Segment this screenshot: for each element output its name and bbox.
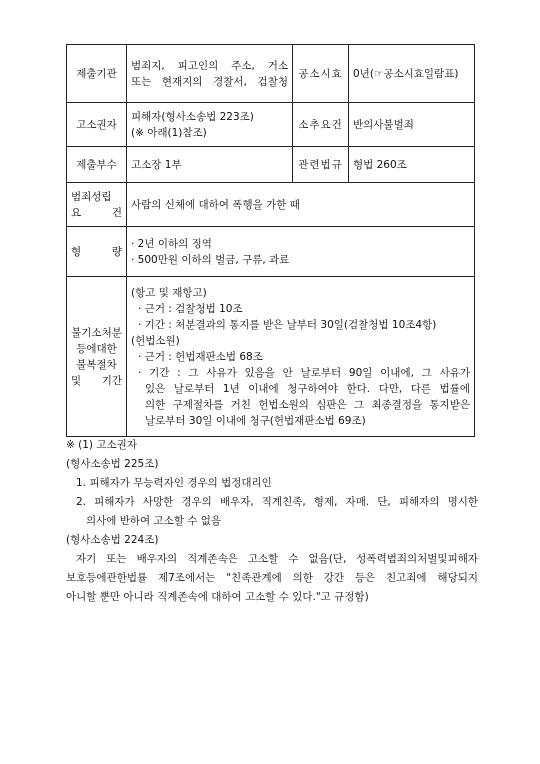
label-crime-requirements — [67, 183, 127, 227]
value-line: 피해자(형사소송법 223조) — [131, 110, 254, 123]
label-line: 불복절차 — [76, 358, 117, 371]
label-prosecution-requirement: 소추요건 — [293, 103, 349, 147]
value-prosecution-requirement: 반의사불벌죄 — [349, 103, 475, 147]
value-complainant — [127, 103, 293, 147]
note-law-reference: (형사소송법 224조) — [66, 534, 159, 546]
note-paragraph-line: 자기 또는 배우자의 직계존속은 고소할 수 없음(단, 성폭력범죄의처벌및피해자 — [76, 553, 478, 565]
row-copies — [67, 147, 475, 183]
label-penalty — [67, 227, 127, 277]
value-submission-office — [127, 45, 293, 103]
label-line: 등에대한 — [76, 342, 117, 355]
label-copies: 제출부수 — [67, 147, 127, 183]
label-line: 및 기간 — [71, 374, 122, 387]
label-submission-office: 제출기관 — [67, 45, 127, 103]
value-line: 또는 현재지의 경찰서, 검찰청 — [131, 75, 288, 88]
value-line: · 기간 : 그 사유가 있음을 안 날로부터 90일 이내에, 그 사유가 — [138, 366, 470, 379]
value-line: · 근거 : 검찰청법 10조 — [138, 302, 243, 315]
row-submission-office — [67, 45, 475, 103]
section-heading: (항고 및 재항고) — [131, 286, 207, 299]
label-related-law: 관련법규 — [293, 147, 349, 183]
label-statute-of-limitations: 공소시효 — [293, 45, 349, 103]
complaint-info-table — [66, 44, 475, 437]
note-paragraph-line: 보호등에관한법률 제7조에서는 "친족관계에 의한 강간 등은 친고죄에 해당되지 — [66, 572, 478, 584]
section-heading: (헌법소원) — [131, 334, 180, 347]
label-line: 불기소처분 — [71, 326, 122, 339]
label-appeal-procedure — [67, 277, 127, 437]
value-line: 있은 날로부터 1년 이내에 청구하여야 한다. 다만, 다른 법률에 — [145, 382, 470, 395]
row-complainant — [67, 103, 475, 147]
note-item-continuation: 의사에 반하여 고소할 수 없음 — [86, 515, 222, 527]
value-line: · 2년 이하의 징역 — [131, 237, 212, 250]
note-heading: ※ (1) 고소권자 — [66, 439, 137, 451]
value-statute-of-limitations: 0년(☞공소시효일람표) — [349, 45, 475, 103]
note-paragraph-line: 아니할 뿐만 아니라 직계존속에 대하여 고소할 수 있다."고 규정함) — [66, 591, 369, 603]
value-line: · 기간 : 처분결과의 통지를 받은 날부터 30일(검찰청법 10조4항) — [138, 318, 437, 331]
row-appeal-procedure — [67, 277, 475, 437]
complainant-note — [66, 436, 478, 607]
value-related-law: 형법 260조 — [349, 147, 475, 183]
value-penalty — [127, 227, 475, 277]
row-crime-requirements — [67, 183, 475, 227]
note-law-reference: (형사소송법 225조) — [66, 458, 159, 470]
value-appeal-procedure — [127, 277, 475, 437]
label-line: 범죄성립 — [71, 190, 112, 203]
value-line: 의한 구제절차를 거친 헌법소원의 심판은 그 최종결정을 통지받은 — [145, 398, 470, 411]
value-line: · 근거 : 헌법재판소법 68조 — [138, 350, 263, 363]
value-line: · 500만원 이하의 벌금, 구류, 과료 — [131, 253, 290, 266]
label-complainant: 고소권자 — [67, 103, 127, 147]
value-line: (※ 아래(1)참조) — [131, 126, 207, 139]
note-item: 1. 피해자가 무능력자인 경우의 법정대리인 — [76, 477, 272, 489]
row-penalty — [67, 227, 475, 277]
label-text: 형 량 — [71, 245, 122, 258]
label-line: 요 건 — [71, 206, 122, 219]
value-line: 범죄지, 피고인의 주소, 거소 — [131, 59, 288, 72]
value-line: 날로부터 30일 이내에 청구(헌법재판소법 69조) — [145, 414, 366, 427]
value-crime-requirements: 사람의 신체에 대하여 폭행을 가한 때 — [127, 183, 475, 227]
value-copies: 고소장 1부 — [127, 147, 293, 183]
note-item: 2. 피해자가 사망한 경우의 배우자, 직계친족, 형제, 자매. 단, 피해자의 명시한 — [76, 496, 478, 508]
